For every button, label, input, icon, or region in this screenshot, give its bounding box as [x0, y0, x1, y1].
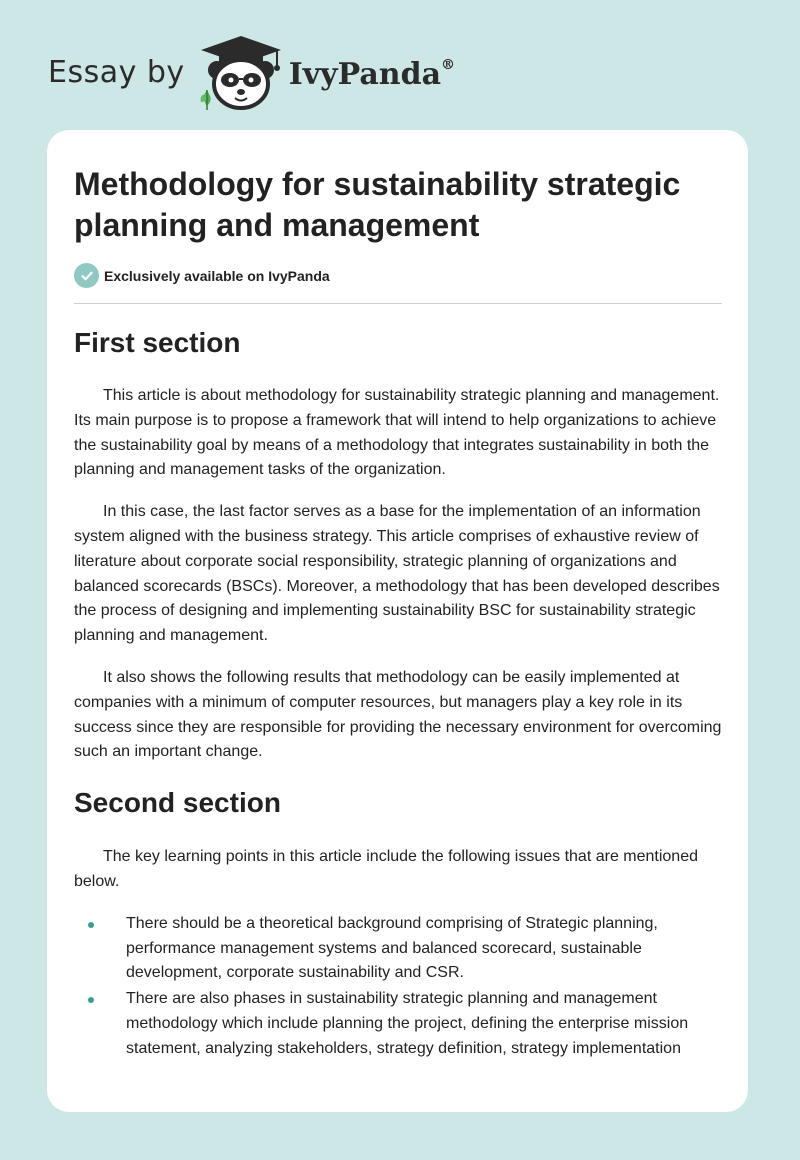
- bullet-icon: [88, 922, 94, 928]
- list-item: [74, 912, 726, 986]
- exclusive-badge-text: Exclusively available on IvyPanda: [104, 267, 330, 284]
- first-section: [74, 325, 726, 765]
- paragraph: This article is about methodology for sustainability strategic planning and management. Its main purpose is to propose a framework that will intend to help organizations to achieve the sustainability goal by means of a methodology that integrates sustainability in both the planning and management tasks of the organization.: [74, 387, 720, 479]
- page-title: Methodology for sustainability strategic planning and management: [74, 166, 681, 243]
- check-icon: [74, 263, 99, 288]
- list-item-text: There are also phases in sustainability strategic planning and management methodology which include planning the project, defining the enterprise mission statement, analyzing stakeholders, strategy definition, strategy implementation: [126, 990, 689, 1057]
- paragraph: The key learning points in this article include the following issues that are mentioned below.: [74, 848, 698, 890]
- brand-name: IvyPanda®: [288, 56, 456, 92]
- site-header: [48, 32, 455, 112]
- list-item: [74, 987, 726, 1061]
- essay-by-label: Essay by: [48, 54, 185, 90]
- ivypanda-logo-link[interactable]: [197, 32, 455, 112]
- paragraph: It also shows the following results that methodology can be easily implemented at companies with a minimum of computer resources, but managers play a key role in its success since they are responsible for providing the necessary environment for overcoming such an important change.: [74, 668, 722, 761]
- registered-mark: ®: [441, 56, 456, 73]
- article-card: [47, 130, 748, 1112]
- article-body: [74, 325, 726, 1063]
- section-heading: First section: [74, 327, 241, 358]
- exclusive-badge: [74, 263, 330, 288]
- bullet-icon: [88, 997, 94, 1003]
- key-points-list: [74, 912, 726, 1062]
- title-divider: [74, 303, 722, 304]
- panda-graduate-icon: [197, 32, 285, 112]
- second-section: [74, 785, 726, 1061]
- list-item-text: There should be a theoretical background comprising of Strategic planning, performance management systems and balanced scorecard, sustainable development, corporate sustainability and CSR.: [126, 914, 658, 982]
- paragraph: In this case, the last factor serves as a base for the implementation of an information system aligned with the business strategy. This article comprises of exhaustive review of literature about corporate social responsibility, strategic planning of organizations and balanced scorecards (BSCs). Moreover, a methodology that has been developed describes the process of designing and implementing sustainability BSC for sustainability strategic planning and management.: [74, 503, 720, 645]
- section-heading: Second section: [74, 787, 281, 819]
